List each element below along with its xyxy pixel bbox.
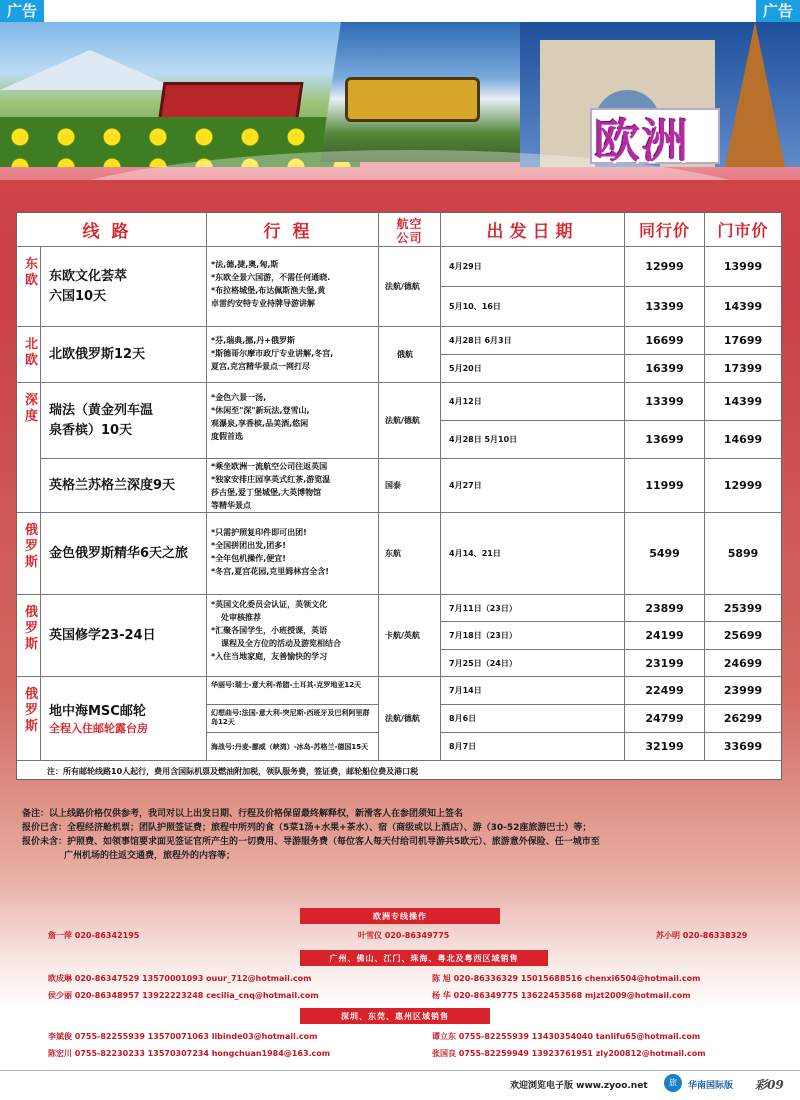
- itinerary-line: 处审核推荐: [221, 613, 261, 622]
- footer-brand: 华南国际版: [688, 1081, 734, 1091]
- itinerary-line: 课程及全方位的活动及游览相结合: [221, 639, 341, 648]
- route-title: 东欧文化荟萃: [49, 268, 128, 284]
- route-title: 金色俄罗斯精华6天之旅: [49, 545, 189, 561]
- sales-contact: 张国良 0755-82259949 13923761951 zly200812@hotmail.com: [432, 1049, 706, 1058]
- itinerary-north-europe: [207, 327, 379, 383]
- remarks-excluded: 报价未含：护照费、如领事馆要求面见签证官所产生的一切费用、导游服务费（每位客人每天付给司机导游共5欧元）、旅游意外保险、任一城市至: [22, 837, 600, 847]
- sales-contact: 陈宏川 0755-82230233 13570307234 hongchuan1984@163.com: [48, 1049, 331, 1058]
- retail-price-cell: 23999: [705, 677, 781, 705]
- yellow-train-shape: [345, 77, 480, 122]
- date-cell: 4月14、21日: [441, 513, 625, 595]
- sales-contact: 欧成琳 020-86347529 13570001093 ouur_712@hotmail.com: [48, 974, 312, 983]
- sales-contact: 侯少丽 020-86348957 13922223248 cecilia_cnq@hotmail.com: [48, 991, 319, 1000]
- itinerary-swiss-france: [207, 383, 379, 459]
- itinerary-line: *芬,瑞典,挪,丹+俄罗斯: [211, 336, 296, 345]
- date-cell: 4月27日: [441, 459, 625, 513]
- route-east-europe: [41, 247, 207, 327]
- date-cell: 8月7日: [441, 733, 625, 761]
- route-title: 英国修学23-24日: [49, 627, 156, 643]
- date-cell: 7月18日（23日）: [441, 622, 625, 650]
- date-cell: 7月14日: [441, 677, 625, 705]
- itinerary-line: 度假首选: [211, 432, 243, 441]
- banner-title: 欧洲: [594, 114, 690, 168]
- itinerary-cruise-2: 幻想曲号:法国-意大利-突尼斯-西班牙及巴利阿里群岛12天: [207, 705, 379, 733]
- region-russia-2: 俄罗斯: [17, 595, 41, 677]
- date-cell: 8月6日: [441, 705, 625, 733]
- retail-price-cell: 24699: [705, 650, 781, 677]
- route-subtitle: 全程入住邮轮露台房: [49, 721, 148, 735]
- itinerary-line: 卓雷约安特专业持牌导游讲解: [211, 299, 315, 308]
- ops-contact: 叶雪仪 020-86349775: [358, 931, 450, 940]
- itinerary-line: *金色六景一汤,: [211, 393, 267, 402]
- itinerary-line: 夏宫,克宫精华景点一网打尽: [211, 362, 311, 371]
- footer-divider: [0, 1070, 800, 1071]
- ad-label-left: 广告: [0, 0, 44, 22]
- itinerary-line: *乘坐欧洲一流航空公司往返英国: [211, 462, 328, 471]
- route-uk-study: [41, 595, 207, 677]
- itinerary-line: *休闲至"深"新玩法,登雪山,: [211, 406, 310, 415]
- header-route: 线路: [17, 213, 207, 247]
- sales-contact: 陈 旭 020-86336329 15015688516 chenxi6504@hotmail.com: [432, 974, 701, 983]
- peer-price-cell: 13699: [625, 421, 705, 459]
- region-deep-tour: 深度: [17, 383, 41, 513]
- itinerary-line: *全年包机操作,便宜!: [211, 554, 286, 563]
- itinerary-uk-study: [207, 595, 379, 677]
- itinerary-line: *东欧全景六国游，不需任何通晓.: [211, 273, 331, 282]
- ops-bar: 欧洲专线操作: [300, 908, 500, 924]
- header-retail-price: 门市价: [705, 213, 781, 247]
- route-title: 地中海MSC邮轮: [49, 703, 146, 719]
- itinerary-russia-gold: [207, 513, 379, 595]
- date-cell: 5月10、16日: [441, 287, 625, 327]
- header-itinerary: 行程: [207, 213, 379, 247]
- itinerary-line: *冬宫,夏宫花园,克里姆林宫全含!: [211, 567, 329, 576]
- sales-contact: 李斌俊 0755-82255939 13570071063 libinde03@hotmail.com: [48, 1032, 318, 1041]
- retail-price-cell: 14399: [705, 383, 781, 421]
- itinerary-line: *独家安排庄园享英式红茶,游览温: [211, 475, 331, 484]
- itinerary-line: *布拉格城堡,布达佩斯渔夫堡,黄: [211, 286, 326, 295]
- route-title: 瑞法（黄金列车温: [49, 402, 154, 418]
- retail-price-cell: 17699: [705, 327, 781, 355]
- retail-price-cell: 14399: [705, 287, 781, 327]
- date-cell: 4月12日: [441, 383, 625, 421]
- ad-label-right: 广告: [756, 0, 800, 22]
- airline-cell: 法航/德航: [379, 383, 441, 459]
- airline-cell: 俄航: [379, 327, 441, 383]
- peer-price-cell: 32199: [625, 733, 705, 761]
- route-title-line2: 泉香槟）10天: [49, 422, 133, 438]
- header-dates: 出发日期: [441, 213, 625, 247]
- footer-slogan: 欢迎浏览电子版 www.zyoo.net: [510, 1081, 648, 1091]
- airline-cell: 国泰: [379, 459, 441, 513]
- peer-price-cell: 11999: [625, 459, 705, 513]
- ops-contact: 苏小明 020-86338329: [656, 931, 748, 940]
- itinerary-line: 等精华景点: [211, 501, 251, 510]
- peer-price-cell: 24799: [625, 705, 705, 733]
- date-cell: 4月29日: [441, 247, 625, 287]
- retail-price-cell: 25399: [705, 595, 781, 622]
- date-cell: 4月28日 6月3日: [441, 327, 625, 355]
- route-title: 北欧俄罗斯12天: [49, 346, 146, 362]
- peer-price-cell: 22499: [625, 677, 705, 705]
- route-uk-scotland: [41, 459, 207, 513]
- ops-contact: 詹一萍 020-86342195: [48, 931, 140, 940]
- itinerary-east-europe: [207, 247, 379, 327]
- sales-contact: 谭立东 0755-82255939 13430354040 tanlifu65@hotmail.com: [432, 1032, 701, 1041]
- airline-cell: 法航/德航: [379, 677, 441, 761]
- itinerary-line: *入住当地家庭，友善愉快的学习: [211, 652, 328, 661]
- route-north-europe: [41, 327, 207, 383]
- header-peer-price: 同行价: [625, 213, 705, 247]
- region-russia-1: 俄罗斯: [17, 513, 41, 595]
- table-note: 注：所有邮轮线路10人起行，费用含国际机票及燃油附加税，领队服务费，签证费，邮轮船位费及港口税: [47, 767, 419, 776]
- shenzhen-sales-bar: 深圳、东莞、惠州区域销售: [300, 1008, 490, 1024]
- retail-price-cell: 26299: [705, 705, 781, 733]
- region-east-europe: 东欧: [17, 247, 41, 327]
- itinerary-cruise-1: 华丽号:瑞士-意大利-希腊-土耳其-克罗地亚12天: [207, 677, 379, 705]
- date-cell: 7月25日（24日）: [441, 650, 625, 677]
- retail-price-cell: 33699: [705, 733, 781, 761]
- airline-cell: 东航: [379, 513, 441, 595]
- brand-logo-icon: 旅: [664, 1074, 682, 1092]
- mountain-shape: [0, 50, 180, 90]
- itinerary-cruise-3: 海战号:丹麦-挪威（峡湾）-冰岛-苏格兰-德国15天: [207, 733, 379, 761]
- mountain-train-photo: [320, 22, 530, 162]
- peer-price-cell: 23199: [625, 650, 705, 677]
- route-msc-cruise: [41, 677, 207, 761]
- peer-price-cell: 16699: [625, 327, 705, 355]
- itinerary-line: 观瀑泉,享香槟,品美酒,悠闲: [211, 419, 309, 428]
- route-russia-gold: [41, 513, 207, 595]
- airline-cell: 卡航/英航: [379, 595, 441, 677]
- airline-cell: 法航/德航: [379, 247, 441, 327]
- peer-price-cell: 12999: [625, 247, 705, 287]
- itinerary-line: *法,德,捷,奥,匈,斯: [211, 260, 279, 269]
- itinerary-line: *只需护照复印件即可出团!: [211, 528, 307, 537]
- remarks-included: 报价已含：全程经济舱机票；团队护照签证费；旅程中所列的食（5菜1汤+水果+茶水）、宿（商级或以上酒店）、游（30-52座旅游巴士）等；: [22, 823, 592, 833]
- itinerary-line: *英国文化委员会认证，英领文化: [211, 600, 328, 609]
- peer-price-cell: 23899: [625, 595, 705, 622]
- itinerary-table: [16, 212, 782, 780]
- retail-price-cell: 14699: [705, 421, 781, 459]
- date-cell: 4月28日 5月10日: [441, 421, 625, 459]
- page-number: 彩09: [755, 1078, 784, 1092]
- itinerary-line: *汇聚各国学生，小班授课，英语: [211, 626, 328, 635]
- header-airline: 航空公司: [379, 213, 441, 247]
- alpine-meadow-photo: [0, 22, 360, 167]
- retail-price-cell: 17399: [705, 355, 781, 383]
- retail-price-cell: 5899: [705, 513, 781, 595]
- peer-price-cell: 13399: [625, 287, 705, 327]
- region-russia-3: 俄罗斯: [17, 677, 41, 761]
- peer-price-cell: 5499: [625, 513, 705, 595]
- route-title-line2: 六国10天: [49, 288, 107, 304]
- retail-price-cell: 13999: [705, 247, 781, 287]
- peer-price-cell: 16399: [625, 355, 705, 383]
- retail-price-cell: 25699: [705, 622, 781, 650]
- banner: [0, 0, 800, 180]
- date-cell: 5月20日: [441, 355, 625, 383]
- region-north-europe: 北欧: [17, 327, 41, 383]
- retail-price-cell: 12999: [705, 459, 781, 513]
- itinerary-line: *全国拼团出发,团多!: [211, 541, 286, 550]
- peer-price-cell: 13399: [625, 383, 705, 421]
- sales-contact: 杨 华 020-86349775 13622453568 mjzt2009@hotmail.com: [432, 991, 691, 1000]
- route-title: 英格兰苏格兰深度9天: [49, 477, 176, 493]
- peer-price-cell: 24199: [625, 622, 705, 650]
- remarks-excluded-cont: 广州机场的往返交通费，旅程外的内容等；: [64, 851, 236, 861]
- eiffel-tower-shape: [725, 22, 785, 167]
- remarks-line: 备注：以上线路价格仅供参考，我司对以上出发日期、行程及价格保留最终解释权，新滑客人在参团须知上签名: [22, 809, 464, 819]
- remarks: [22, 808, 782, 864]
- guangzhou-sales-bar: 广州、佛山、江门、珠海、粤北及粤西区域销售: [300, 950, 548, 966]
- itinerary-line: 莎古堡,爱丁堡城堡,大英博物馆: [211, 488, 322, 497]
- itinerary-uk-scotland: [207, 459, 379, 513]
- date-cell: 7月11日（23日）: [441, 595, 625, 622]
- itinerary-line: *斯德哥尔摩市政厅专业讲解,冬宫,: [211, 349, 334, 358]
- route-swiss-france: [41, 383, 207, 459]
